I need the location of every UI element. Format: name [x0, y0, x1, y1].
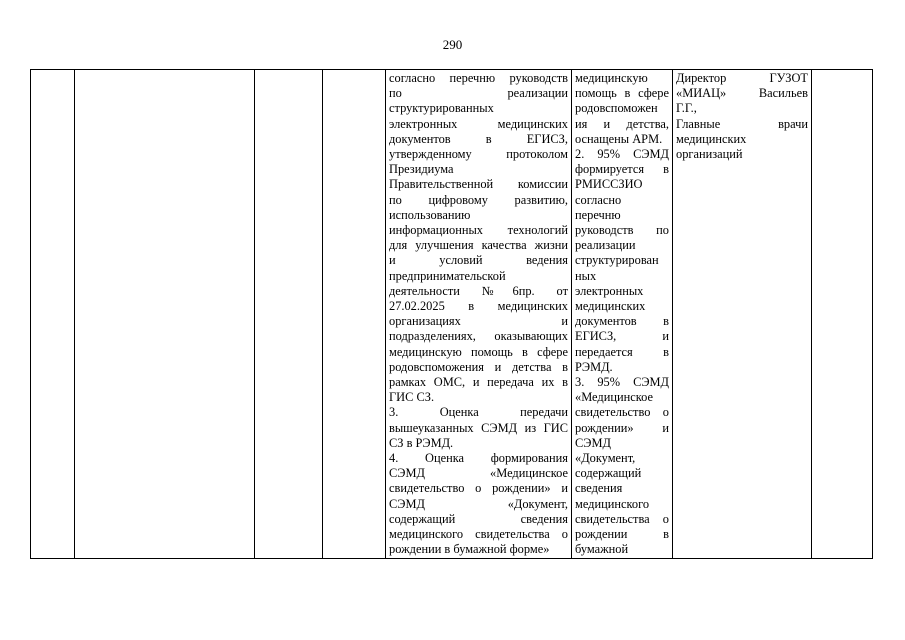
responsible-line: организаций: [676, 147, 743, 162]
description-line: предпринимательской: [389, 268, 506, 283]
description-line: ГИС СЗ.: [389, 390, 435, 405]
result-line: ЕГИСЗ, и: [575, 329, 669, 344]
description-line: документов в ЕГИСЗ,: [389, 131, 568, 146]
description-line: структурированных: [389, 101, 494, 116]
description-line: по реализации: [389, 86, 568, 101]
description-line: согласно перечню руководств: [389, 71, 568, 85]
page-number: 290: [442, 37, 463, 52]
result-line: перечню: [575, 207, 621, 222]
description-line: содержащий сведения: [389, 511, 568, 526]
description-line: рождении в бумажной форме»: [389, 542, 550, 557]
description-line: информационных технологий: [389, 223, 568, 238]
table-row: [31, 70, 873, 559]
description-line: электронных медицинских: [389, 116, 568, 131]
result-line: согласно: [575, 192, 622, 207]
description-line: СЗ в РЭМД.: [389, 435, 454, 450]
description-line: СЭМД «Документ,: [389, 496, 568, 511]
result-line: «Документ,: [575, 451, 636, 466]
description-line: 3. Оценка передачи: [389, 405, 568, 420]
result-line: формируется в: [575, 162, 669, 177]
result-line: ия и детства,: [575, 116, 669, 131]
cell-start-date: [255, 70, 323, 559]
description-text: [389, 71, 568, 558]
result-line: рождении» и: [575, 420, 669, 435]
cell-description: [386, 70, 572, 559]
result-line: содержащий: [575, 466, 642, 481]
result-line: бумажной: [575, 542, 629, 557]
plan-table: [30, 69, 873, 559]
responsible-line: Главные врачи: [676, 116, 808, 131]
result-line: свидетельства о: [575, 511, 669, 526]
result-line: РЭМД.: [575, 359, 613, 374]
result-line: 3. 95% СЭМД: [575, 375, 669, 390]
description-line: организациях и: [389, 314, 568, 329]
description-line: рамках ОМС, и передача их в: [389, 375, 568, 390]
result-line: реализации: [575, 238, 636, 253]
description-line: Президиума: [389, 162, 454, 177]
description-line: для улучшения качества жизни: [389, 238, 568, 253]
result-line: медицинского: [575, 496, 650, 511]
description-line: СЭМД «Медицинское: [389, 466, 568, 481]
cell-number: [31, 70, 75, 559]
description-line: и условий ведения: [389, 253, 568, 268]
description-line: 27.02.2025 в медицинских: [389, 299, 568, 314]
result-line: руководств по: [575, 223, 669, 238]
result-line: 2. 95% СЭМД: [575, 147, 669, 162]
cell-responsible: [673, 70, 812, 559]
result-line: электронных: [575, 283, 644, 298]
description-line: использованию: [389, 207, 471, 222]
result-line: ных: [575, 268, 597, 283]
description-line: вышеуказанных СЭМД из ГИС: [389, 420, 568, 435]
description-line: родовспоможения и детства в: [389, 359, 568, 374]
responsible-line: «МИАЦ» Васильев: [676, 86, 808, 101]
description-line: 4. Оценка формирования: [389, 451, 568, 466]
result-line: помощь в сфере: [575, 86, 669, 101]
responsible-text: [676, 71, 808, 162]
result-line: медицинскую: [575, 71, 648, 85]
result-text: [575, 71, 669, 558]
description-line: медицинского свидетельства о: [389, 527, 568, 542]
result-line: родовспоможен: [575, 101, 658, 116]
result-line: оснащены АРМ.: [575, 131, 663, 146]
result-line: структурирован: [575, 253, 659, 268]
result-line: передается в: [575, 344, 669, 359]
description-line: по цифровому развитию,: [389, 192, 568, 207]
cell-note: [812, 70, 873, 559]
cell-event: [75, 70, 255, 559]
responsible-line: Директор ГУЗОТ: [676, 71, 808, 85]
description-line: медицинскую помощь в сфере: [389, 344, 568, 359]
result-line: свидетельство о: [575, 405, 669, 420]
result-line: рождении в: [575, 527, 669, 542]
description-line: деятельности №6пр. от: [389, 283, 568, 298]
description-line: свидетельство о рождении» и: [389, 481, 568, 496]
description-line: подразделениях, оказывающих: [389, 329, 568, 344]
result-line: СЭМД: [575, 435, 611, 450]
result-line: РМИССЗИО: [575, 177, 643, 192]
result-line: «Медицинское: [575, 390, 653, 405]
responsible-line: Г.Г.,: [676, 101, 697, 116]
description-line: утвержденному протоколом: [389, 147, 568, 162]
cell-result: [572, 70, 673, 559]
responsible-line: медицинских: [676, 131, 747, 146]
description-line: Правительственной комиссии: [389, 177, 568, 192]
cell-end-date: [323, 70, 386, 559]
result-line: сведения: [575, 481, 623, 496]
result-line: медицинских: [575, 299, 646, 314]
result-line: документов в: [575, 314, 669, 329]
